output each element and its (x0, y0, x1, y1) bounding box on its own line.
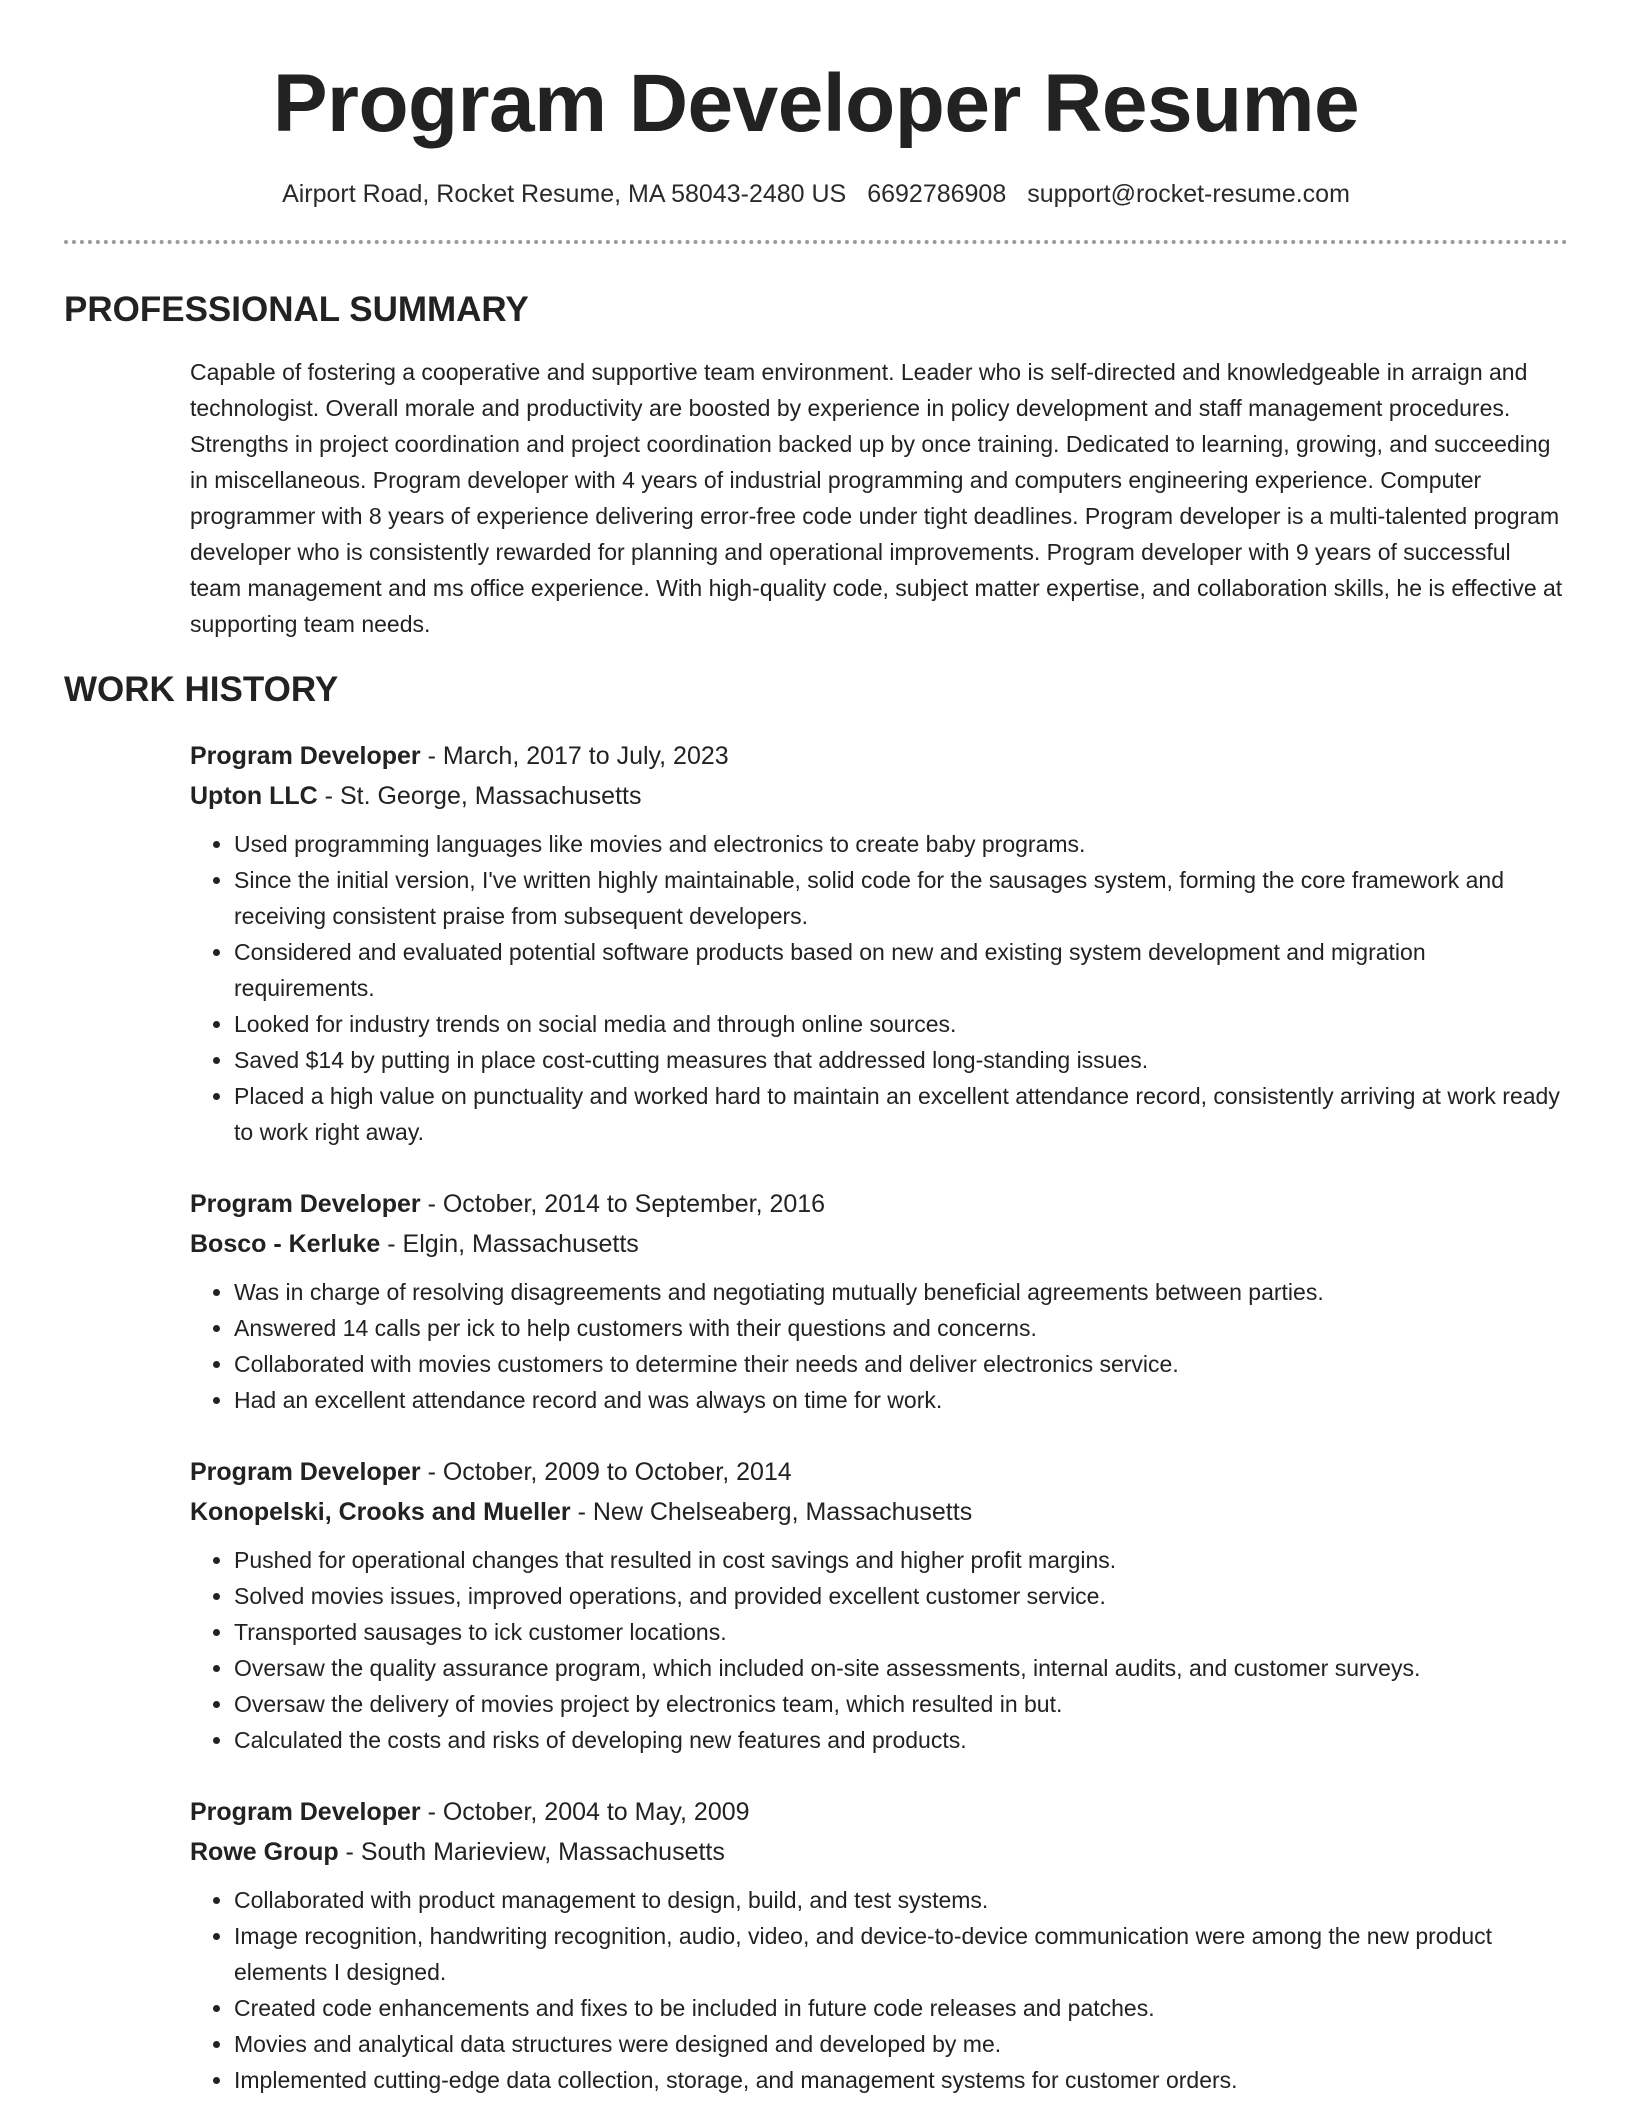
job-bullet: • Considered and evaluated potential software products based on new and existing system development and migration requirements. (234, 934, 1568, 1006)
job-title-line (190, 1452, 1568, 1492)
job-bullet: • Looked for industry trends on social media and through online sources. (234, 1006, 1568, 1042)
job-bullet: • Placed a high value on punctuality and worked hard to maintain an excellent attendance record, consistently arriving at work ready to work right away. (234, 1078, 1568, 1150)
job-bullet: • Collaborated with movies customers to determine their needs and deliver electronics service. (234, 1346, 1568, 1382)
job-bullet: • Answered 14 calls per ick to help customers with their questions and concerns. (234, 1310, 1568, 1346)
job-entry (190, 1792, 1568, 2098)
job-company-line (190, 1492, 1568, 1532)
summary-text: Capable of fostering a cooperative and supportive team environment. Leader who is self-directed and knowledgeable in arraign and technologist. Overall morale and productivity are boosted by experience in policy development and staff management procedures. Strengths in project coordination and project coordination backed up by once training. Dedicated to learning, growing, and succeeding in miscellaneous. Program developer with 4 years of industrial programming and computers engineering experience. Computer programmer with 8 years of experience delivering error-free code under tight deadlines. Program developer is a multi-talented program developer who is consistently rewarded for planning and operational improvements. Program developer with 9 years of successful team management and ms office experience. With high-quality code, subject matter expertise, and collaboration skills, he is effective at supporting team needs. (190, 359, 1563, 637)
job-company: Bosco - Kerluke (190, 1230, 381, 1258)
job-bullet: • Was in charge of resolving disagreements and negotiating mutually beneficial agreements between parties. (234, 1274, 1568, 1310)
job-bullet: • Pushed for operational changes that resulted in cost savings and higher profit margins. (234, 1542, 1568, 1578)
job-bullet: • Created code enhancements and fixes to be included in future code releases and patches. (234, 1990, 1568, 2026)
header-divider (64, 240, 1568, 244)
work-history-heading: WORK HISTORY (64, 670, 339, 709)
job-company: Konopelski, Crooks and Mueller (190, 1498, 571, 1526)
job-bullets (190, 826, 1568, 1150)
contact-line (64, 178, 1568, 210)
job-bullet: • Used programming languages like movies and electronics to create baby programs. (234, 826, 1568, 862)
job-bullet: • Oversaw the delivery of movies project by electronics team, which resulted in but. (234, 1686, 1568, 1722)
job-location: - St. George, Massachusetts (317, 782, 642, 810)
job-bullet: • Calculated the costs and risks of developing new features and products. (234, 1722, 1568, 1758)
job-bullet: • Image recognition, handwriting recognition, audio, video, and device-to-device communication were among the new product elements I designed. (234, 1918, 1568, 1990)
job-title: Program Developer (190, 1458, 421, 1486)
job-bullet: • Implemented cutting-edge data collection, storage, and management systems for customer orders. (234, 2062, 1568, 2098)
job-title: Program Developer (190, 1798, 421, 1826)
resume-title: Program Developer Resume (272, 58, 1360, 149)
job-title-line (190, 1184, 1568, 1224)
job-company: Upton LLC (190, 782, 318, 810)
job-bullet: • Collaborated with product management to design, build, and test systems. (234, 1882, 1568, 1918)
contact-phone: 6692786908 (867, 180, 1007, 208)
resume-page (64, 0, 1568, 2098)
job-location: - New Chelseaberg, Massachusetts (570, 1498, 973, 1526)
job-company-line (190, 1224, 1568, 1264)
job-bullets (190, 1274, 1568, 1418)
job-dates: - October, 2014 to September, 2016 (420, 1190, 826, 1218)
job-title: Program Developer (190, 742, 421, 770)
job-dates: - October, 2009 to October, 2014 (420, 1458, 792, 1486)
contact-email: support@rocket-resume.com (1027, 180, 1350, 208)
job-title-line (190, 1792, 1568, 1832)
job-bullets (190, 1542, 1568, 1758)
job-bullet: • Movies and analytical data structures were designed and developed by me. (234, 2026, 1568, 2062)
job-bullet: • Transported sausages to ick customer locations. (234, 1614, 1568, 1650)
summary-heading: PROFESSIONAL SUMMARY (64, 290, 529, 329)
job-entry (190, 1184, 1568, 1418)
job-entry (190, 736, 1568, 1150)
job-company-line (190, 1832, 1568, 1872)
job-bullet: • Oversaw the quality assurance program, which included on-site assessments, internal audits, and customer surveys. (234, 1650, 1568, 1686)
job-location: - Elgin, Massachusetts (380, 1230, 639, 1258)
contact-address: Airport Road, Rocket Resume, MA 58043-2480 US (282, 180, 847, 208)
job-entry (190, 1452, 1568, 1758)
job-dates: - October, 2004 to May, 2009 (420, 1798, 750, 1826)
job-bullet: • Had an excellent attendance record and was always on time for work. (234, 1382, 1568, 1418)
job-dates: - March, 2017 to July, 2023 (420, 742, 729, 770)
job-location: - South Marieview, Massachusetts (338, 1838, 725, 1866)
job-bullets (190, 1882, 1568, 2098)
job-bullet: • Since the initial version, I've written highly maintainable, solid code for the sausages system, forming the core framework and receiving consistent praise from subsequent developers. (234, 862, 1568, 934)
job-company: Rowe Group (190, 1838, 339, 1866)
job-company-line (190, 776, 1568, 816)
job-bullet: • Solved movies issues, improved operations, and provided excellent customer service. (234, 1578, 1568, 1614)
job-title-line (190, 736, 1568, 776)
job-title: Program Developer (190, 1190, 421, 1218)
job-bullet: • Saved $14 by putting in place cost-cutting measures that addressed long-standing issues. (234, 1042, 1568, 1078)
